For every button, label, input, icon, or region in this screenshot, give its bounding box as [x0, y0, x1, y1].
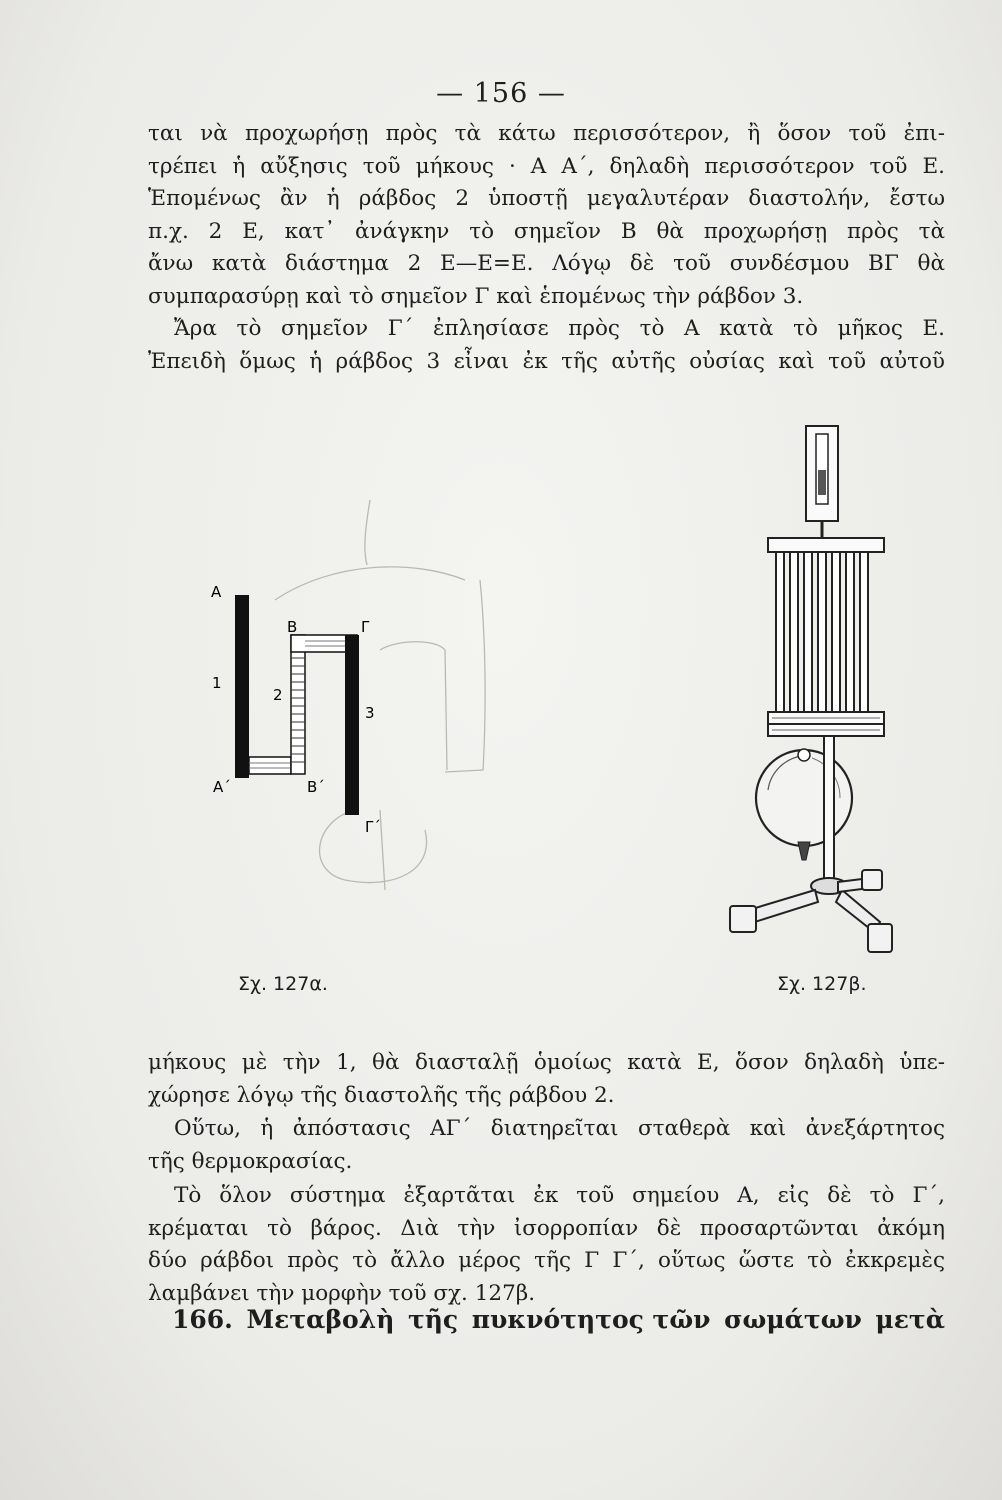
connector-a-b-prime: [249, 757, 291, 774]
heading-word: τῆς: [407, 1305, 459, 1334]
text-line: Ἑπομένως ἂν ἡ ράβδος 2 ὑποστῇ μεγαλυτέραν διαστολήν, ἔστω: [148, 186, 945, 211]
section-heading: [172, 1305, 945, 1334]
paragraph-bottom-1: [148, 1047, 945, 1112]
text-line: Τὸ ὅλον σύστημα ἐξαρτᾶται ἐκ τοῦ σημείου Α, εἰς δὲ τὸ Γ΄,: [174, 1183, 945, 1208]
figure-127b: [720, 420, 910, 965]
paragraph-bottom-3: [148, 1180, 945, 1310]
text-line: συμπαρασύρῃ καὶ τὸ σημεῖον Γ καὶ ἑπομένως τὴν ράβδον 3.: [148, 283, 804, 309]
text-line: Ἄρα τὸ σημεῖον Γ΄ ἐπλησίασε πρὸς τὸ Α κατὰ τὸ μῆκος Ε.: [174, 316, 945, 341]
heading-word: σωμάτων: [724, 1305, 862, 1334]
figure-127a: [195, 470, 515, 910]
heading-word: Μεταβολὴ: [246, 1305, 395, 1334]
heading-word: πυκνότητος τῶν: [471, 1305, 711, 1334]
text-line: Οὕτω, ἡ ἀπόστασις ΑΓ΄ διατηρεῖται σταθερὰ καὶ ἀνεξάρτητος: [174, 1116, 945, 1141]
caption-127a: Σχ. 127α.: [238, 973, 328, 995]
heading-number: 166.: [172, 1305, 233, 1334]
text-line: ται νὰ προχωρήσῃ πρὸς τὰ κάτω περισσότερον, ἢ ὅσον τοῦ ἐπι-: [148, 121, 945, 146]
caption-127b: Σχ. 127β.: [777, 973, 867, 995]
rod-2: [291, 635, 305, 774]
rod-1: [235, 595, 249, 778]
text-line: δύο ράβδοι πρὸς τὸ ἄλλο μέρος τῆς Γ Γ΄, οὕτως ὥστε τὸ ἐκκρεμὲς: [148, 1248, 945, 1273]
text-line: μήκους μὲ τὴν 1, θὰ διασταλῇ ὁμοίως κατὰ Ε, ὅσον δηλαδὴ ὑπε-: [148, 1050, 945, 1075]
label-rod-3: 3: [365, 704, 375, 722]
heading-word: μετὰ: [875, 1305, 945, 1334]
text-line: Ἐπειδὴ ὅμως ἡ ράβδος 3 εἶναι ἐκ τῆς αὐτῆς οὐσίας καὶ τοῦ αὐτοῦ: [148, 348, 945, 374]
label-b-prime: Β΄: [307, 778, 325, 796]
label-b: Β: [287, 618, 298, 636]
text-line: π.χ. 2 Ε, κατ᾿ ἀνάγκην τὸ σημεῖον Β θὰ προχωρήσῃ πρὸς τὰ: [148, 218, 945, 244]
rod-3: [345, 635, 359, 815]
label-g-prime: Γ΄: [365, 818, 381, 836]
text-line: τῆς θερμοκρασίας.: [148, 1148, 353, 1174]
label-a: Α: [211, 583, 222, 601]
text-line: τρέπει ἡ αὔξησις τοῦ μήκους · Α Α΄, δηλαδὴ περισσότερον τοῦ Ε.: [148, 153, 945, 179]
label-g: Γ: [361, 618, 370, 636]
text-line: λαμβάνει τὴν μορφὴν τοῦ σχ. 127β.: [148, 1280, 536, 1306]
label-a-prime: Α΄: [213, 778, 231, 796]
label-rod-1: 1: [212, 674, 222, 692]
paragraph-top: [148, 118, 945, 378]
label-rod-2: 2: [273, 686, 283, 704]
text-line: χώρησε λόγῳ τῆς διαστολῆς τῆς ράβδου 2.: [148, 1082, 615, 1108]
page-number: — 156 —: [436, 78, 566, 109]
paragraph-bottom-2: [148, 1113, 945, 1178]
text-line: κρέμαται τὸ βάρος. Διὰ τὴν ἰσορροπίαν δὲ προσαρτῶνται ἀκόμη: [148, 1215, 945, 1241]
text-line: ἄνω κατὰ διάστημα 2 Ε—Ε=Ε. Λόγῳ δὲ τοῦ συνδέσμου ΒΓ θὰ: [148, 251, 945, 276]
